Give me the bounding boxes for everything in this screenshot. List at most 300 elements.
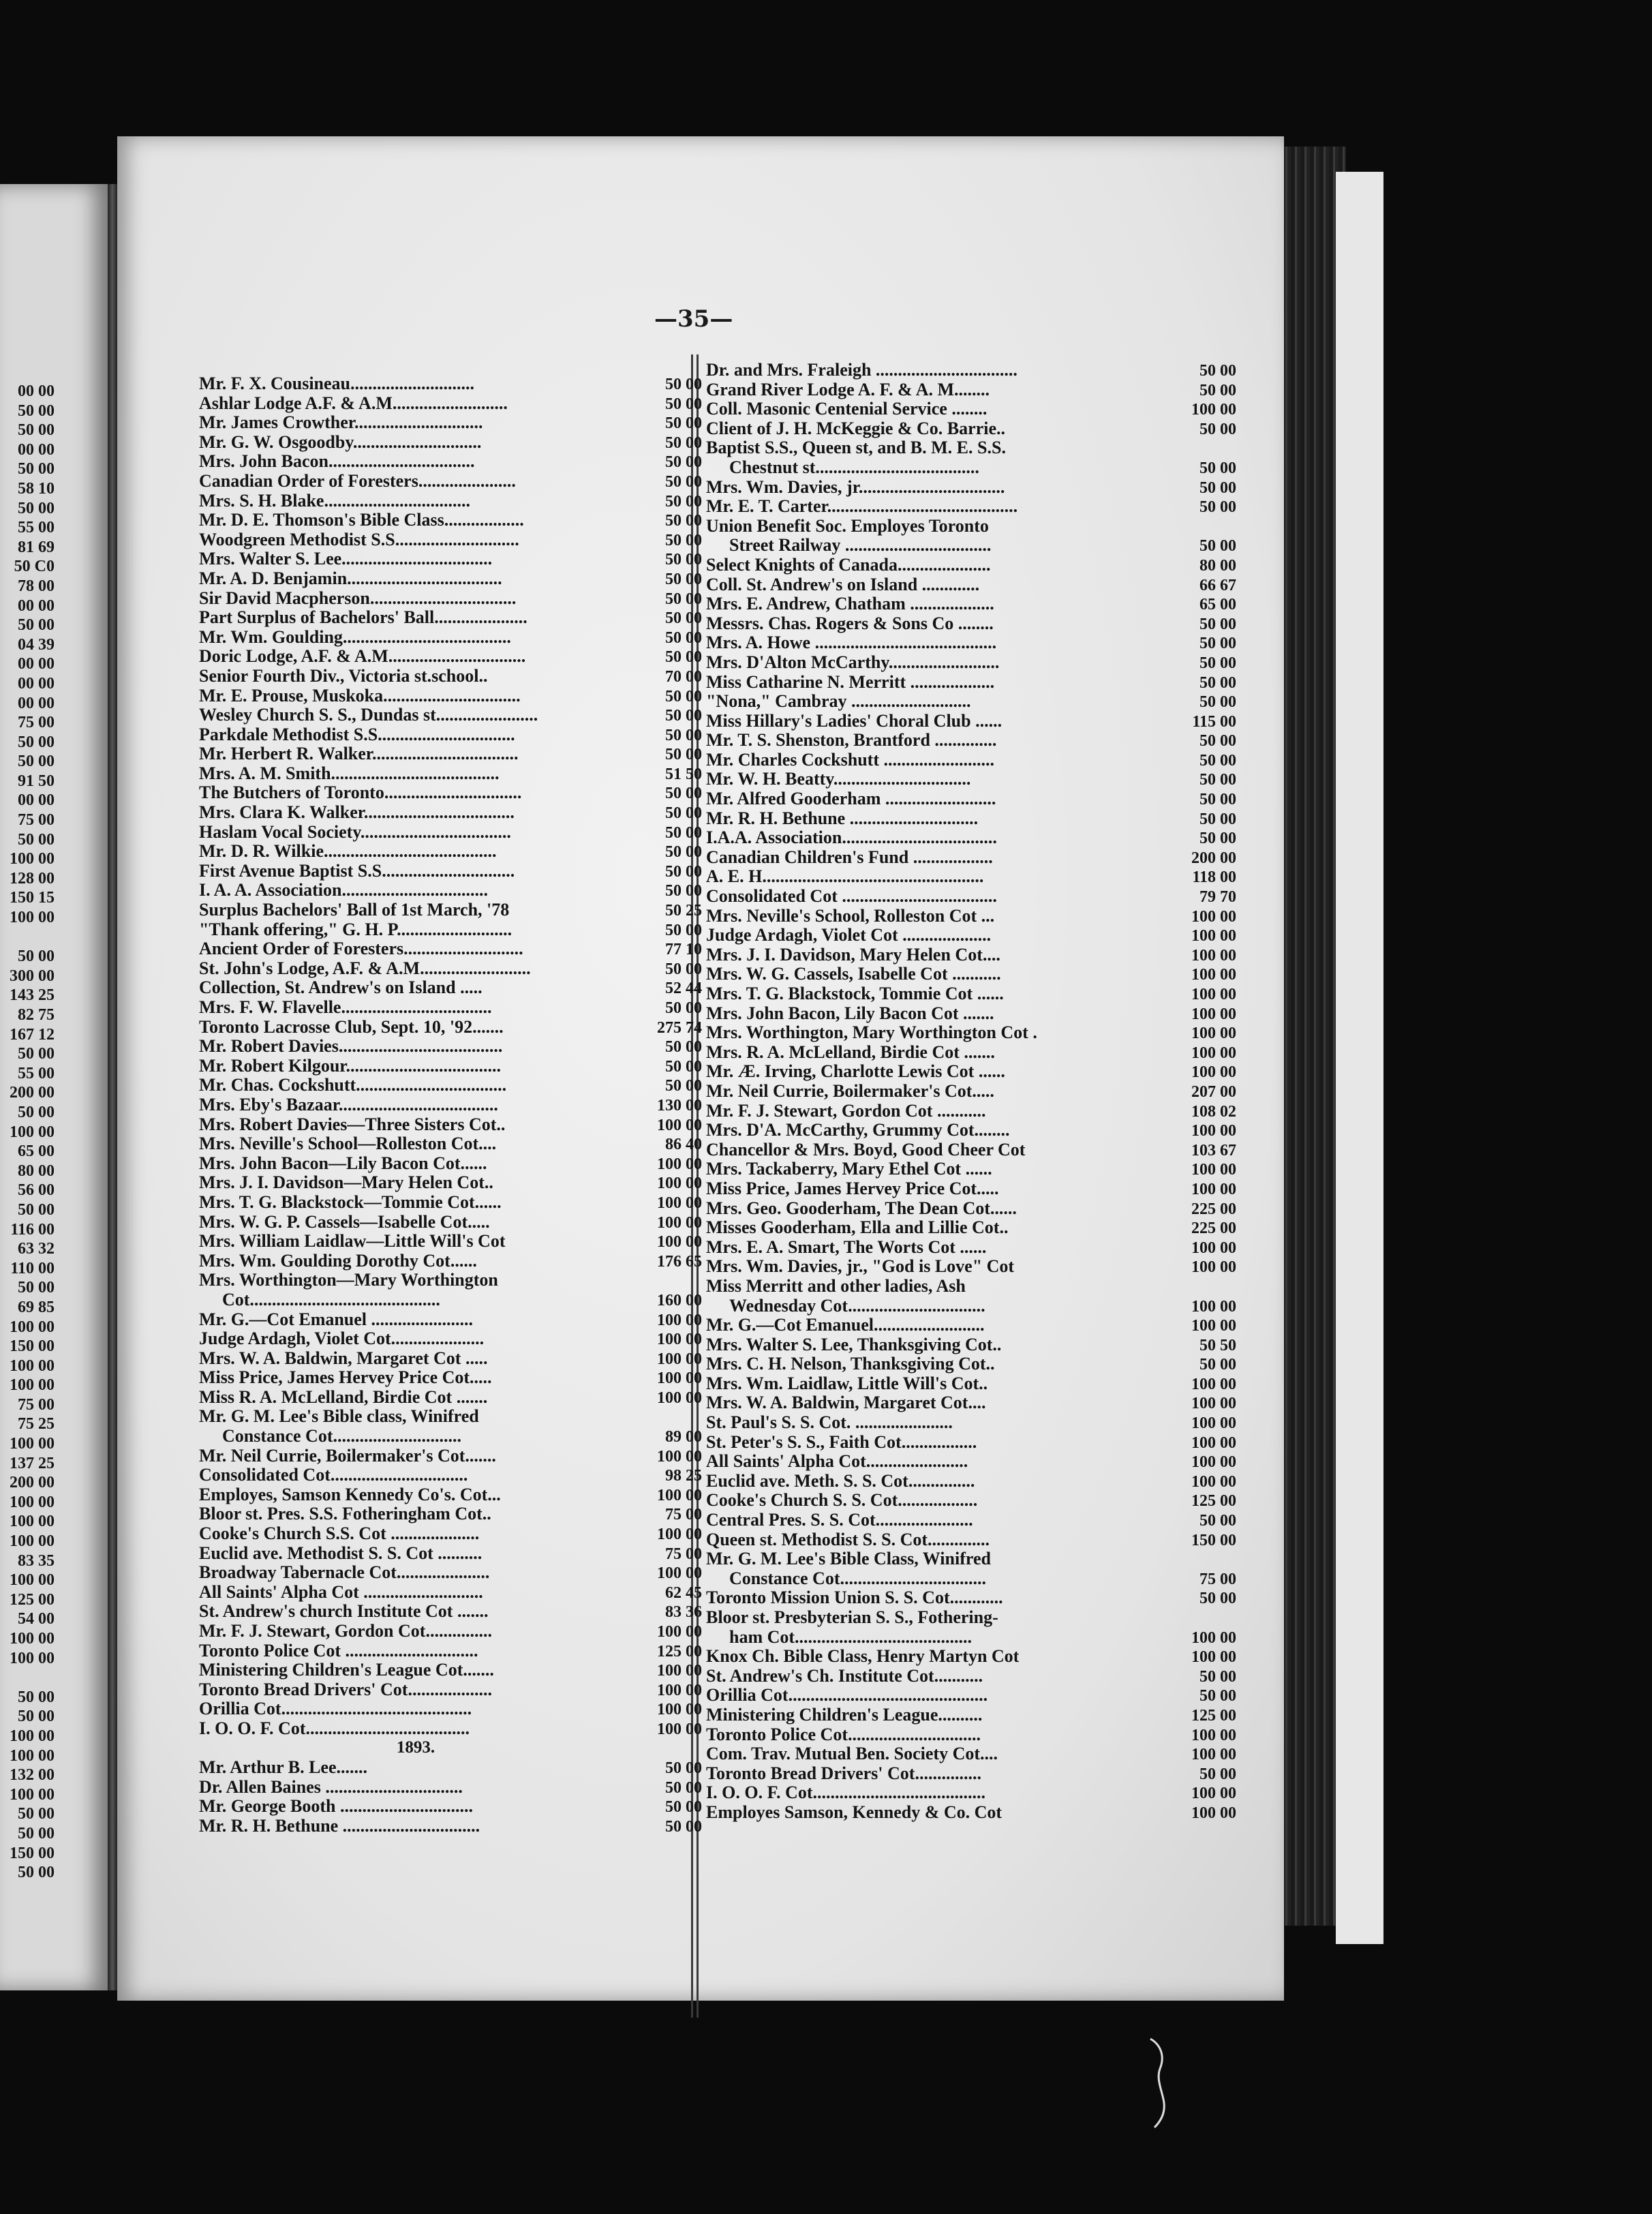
donation-entry: [199, 1036, 702, 1056]
left-page-amount: 100 00: [10, 1746, 55, 1765]
left-page-amount: 00 00: [18, 791, 55, 810]
donor-name: ham Cot........................................: [729, 1626, 973, 1647]
donor-name: "Thank offering," G. H. P..........................: [199, 919, 513, 939]
donation-entry: [706, 711, 1236, 731]
donor-name: Ministering Children's League Cot.......: [199, 1660, 494, 1680]
donation-amount: 70 00: [665, 667, 702, 686]
donor-name: Mr. E. Prouse, Muskoka...............................: [199, 685, 521, 706]
donation-entry: [199, 997, 702, 1017]
donation-amount: 50 00: [665, 1077, 702, 1095]
donation-entry: [199, 744, 702, 763]
donor-name: Miss Hillary's Ladies' Choral Club ......: [706, 710, 1003, 731]
left-page-amount: 82 75: [18, 1006, 55, 1024]
left-page-amount: 54 00: [18, 1610, 55, 1628]
donation-amount: 50 00: [665, 1798, 702, 1817]
donation-entry: [706, 1802, 1236, 1822]
left-page-amount: 56 00: [18, 1181, 55, 1200]
left-page-amount: 100 00: [10, 850, 55, 868]
donation-amount: 75 00: [1199, 1570, 1236, 1588]
donation-entry: [199, 1504, 702, 1523]
donation-entry: [199, 802, 702, 822]
donation-amount: 100 00: [657, 1662, 702, 1680]
left-page-amount: 300 00: [10, 967, 55, 985]
donor-name: Mr. W. H. Beatty...............................: [706, 769, 971, 789]
donor-name: Mrs. E. A. Smart, The Worts Cot ......: [706, 1237, 987, 1257]
left-page-amount: 50 00: [18, 1103, 55, 1121]
donation-amount: 100 00: [657, 1331, 702, 1349]
donation-amount: 100 00: [657, 1720, 702, 1738]
left-page-amount: 150 00: [10, 1844, 55, 1862]
donation-entry: [706, 730, 1236, 750]
donation-amount: 50 00: [665, 1817, 702, 1836]
donor-name: St. Paul's S. S. Cot. ......................: [706, 1412, 953, 1433]
donation-amount: 100 00: [657, 1623, 702, 1641]
left-page-amount: 50 C0: [14, 558, 55, 576]
donation-entry: [706, 1101, 1236, 1121]
donation-entry: [706, 1549, 1236, 1568]
donation-amount: 100 00: [1191, 1375, 1236, 1393]
donation-amount: 50 00: [665, 804, 702, 823]
donor-name: Euclid ave. Methodist S. S. Cot ..........: [199, 1543, 483, 1563]
donor-name: Mrs. F. W. Flavelle..................................: [199, 997, 492, 1017]
donation-entry: [706, 399, 1236, 419]
donation-entry: [706, 847, 1236, 867]
donation-entry: [199, 1582, 702, 1602]
left-page-amount: 125 00: [10, 1590, 55, 1609]
donation-entry: [706, 1256, 1236, 1276]
donation-entry: [706, 1568, 1236, 1588]
donation-entry: [199, 1465, 702, 1485]
donation-entry: [706, 594, 1236, 613]
donor-name: Mrs. D'Alton McCarthy.........................: [706, 652, 1000, 672]
donation-amount: 50 00: [1199, 1590, 1236, 1608]
donation-amount: 50 00: [665, 590, 702, 608]
left-page-amount: 75 00: [18, 1395, 55, 1414]
donation-amount: 100 00: [1191, 1434, 1236, 1452]
donor-name: St. Andrew's Ch. Institute Cot...........: [706, 1665, 983, 1686]
donation-entry: [199, 1192, 702, 1212]
donor-name: Mrs. J. I. Davidson, Mary Helen Cot....: [706, 944, 1000, 965]
donor-name: St. Andrew's church Institute Cot .......: [199, 1601, 489, 1622]
donation-entry: [199, 1251, 702, 1271]
donation-amount: 100 00: [1191, 1726, 1236, 1744]
donation-entry: [199, 1641, 702, 1660]
donation-amount: 100 00: [657, 1233, 702, 1252]
donation-entry: [706, 1374, 1236, 1393]
donor-name: Mrs. C. H. Nelson, Thanksgiving Cot..: [706, 1354, 995, 1374]
donation-amount: 100 00: [1191, 946, 1236, 965]
donor-name: Mrs. E. Andrew, Chatham ...................: [706, 594, 994, 614]
donation-entry: [706, 1725, 1236, 1744]
donor-name: Mr. G. M. Lee's Bible class, Winifred: [199, 1406, 479, 1427]
donation-entry: [706, 1276, 1236, 1296]
donation-amount: 50 00: [1199, 1765, 1236, 1783]
donor-name: Mrs. R. A. McLelland, Birdie Cot .......: [706, 1042, 995, 1062]
donor-name: Central Pres. S. S. Cot......................: [706, 1510, 973, 1530]
donation-amount: 50 00: [1199, 732, 1236, 750]
donor-name: Mr. G. W. Osgoodby.............................: [199, 431, 482, 452]
donor-name: Cooke's Church S. S. Cot..................: [706, 1490, 978, 1511]
donation-entry: [199, 1231, 702, 1251]
donation-amount: 100 00: [1191, 986, 1236, 1003]
left-page-amount: 63 32: [18, 1240, 55, 1258]
donation-amount: 50 00: [1199, 693, 1236, 712]
donation-amount: 50 00: [1199, 381, 1236, 399]
donor-name: Wesley Church S. S., Dundas st.......................: [199, 705, 538, 725]
donor-name: Toronto Lacrosse Club, Sept. 10, '92.......: [199, 1016, 504, 1037]
left-page-amount: 100 00: [10, 1513, 55, 1531]
donor-name: Judge Ardagh, Violet Cot ....................: [706, 925, 992, 945]
donation-amount: 100 00: [1191, 1395, 1236, 1413]
donation-entry: [706, 438, 1236, 457]
donation-entry: [199, 783, 702, 802]
left-page-amount: 50 00: [18, 401, 55, 420]
donor-name: Canadian Order of Foresters......................: [199, 470, 516, 491]
donor-name: Mrs. Wm. Davies, jr.................................: [706, 476, 1005, 497]
donor-name: Collection, St. Andrew's on Island .....: [199, 977, 483, 998]
donation-entry: [199, 530, 702, 549]
donation-amount: 100 00: [1191, 1258, 1236, 1277]
donation-entry: [199, 1329, 702, 1348]
left-page-amount: 200 00: [10, 1084, 55, 1102]
left-page-amount: 81 69: [18, 538, 55, 556]
donor-name: Mrs. Geo. Gooderham, The Dean Cot......: [706, 1198, 1017, 1218]
left-page-amount: 100 00: [10, 1376, 55, 1395]
donor-name: Toronto Bread Drivers' Cot...............: [706, 1763, 981, 1783]
donation-entry: [706, 1666, 1236, 1686]
donor-name: Mr. E. T. Carter...........................................: [706, 496, 1018, 517]
donation-amount: 108 02: [1191, 1102, 1236, 1121]
left-page-amount: 65 00: [18, 1142, 55, 1161]
donation-entry: [706, 1120, 1236, 1140]
left-page-amount: 69 85: [18, 1298, 55, 1316]
donation-entry: [706, 1217, 1236, 1237]
donation-amount: 100 00: [657, 1486, 702, 1504]
donation-amount: 100 00: [1191, 1044, 1236, 1062]
donation-amount: 50 00: [1199, 1667, 1236, 1686]
left-page-amount: 100 00: [10, 1123, 55, 1141]
donor-name: Mrs. D'A. McCarthy, Grummy Cot........: [706, 1120, 1010, 1140]
donor-name: Orillia Cot...........................................: [199, 1699, 472, 1719]
donation-amount: 100 00: [1191, 927, 1236, 945]
donor-name: Toronto Police Cot..............................: [706, 1724, 981, 1744]
donation-entry: [706, 1646, 1236, 1666]
donor-list-left: [199, 374, 702, 1836]
donor-name: Senior Fourth Div., Victoria st.school..: [199, 665, 488, 686]
donation-entry: [199, 705, 702, 725]
donation-amount: 125 00: [1191, 1492, 1236, 1511]
donation-amount: 115 00: [1192, 712, 1236, 731]
donation-entry: [199, 646, 702, 666]
donation-amount: 50 00: [1199, 673, 1236, 692]
donation-amount: 50 00: [1199, 751, 1236, 770]
donation-amount: 50 00: [665, 395, 702, 413]
left-page-amount: 50 00: [18, 1708, 55, 1726]
donation-amount: 80 00: [1199, 556, 1236, 575]
donation-amount: 176 65: [657, 1252, 702, 1271]
left-page-amount: 100 00: [10, 1727, 55, 1745]
donor-name: Toronto Mission Union S. S. Cot............: [706, 1588, 1003, 1608]
donation-entry: [706, 945, 1236, 965]
donor-name: Mrs. Wm. Laidlaw, Little Will's Cot..: [706, 1373, 988, 1393]
donation-amount: 98 25: [665, 1467, 702, 1485]
donation-amount: 75 00: [665, 1545, 702, 1563]
donation-entry: [706, 672, 1236, 692]
donation-entry: [199, 471, 702, 491]
donation-entry: [199, 1270, 702, 1290]
left-page-amount: 55 00: [18, 519, 55, 537]
donation-entry: [706, 1607, 1236, 1627]
donation-amount: 100 00: [657, 1311, 702, 1329]
donor-name: Mr. Herbert R. Walker.................................: [199, 744, 519, 764]
donation-amount: 50 00: [665, 862, 702, 881]
donation-entry: [706, 1588, 1236, 1607]
donation-amount: 160 00: [657, 1291, 702, 1309]
donor-name: Mr. Robert Kilgour...................................: [199, 1055, 501, 1076]
donation-entry: [706, 789, 1236, 808]
donation-entry: [199, 1816, 702, 1836]
donor-name: Street Railway .................................: [729, 535, 992, 556]
donor-name: Toronto Police Cot ..............................: [199, 1640, 478, 1660]
donor-name: Knox Ch. Bible Class, Henry Martyn Cot: [706, 1646, 1020, 1667]
donation-amount: 65 00: [1199, 596, 1236, 614]
donation-amount: 100 00: [657, 1174, 702, 1193]
donation-amount: 100 00: [657, 1155, 702, 1173]
donation-amount: 50 00: [1199, 615, 1236, 633]
donation-amount: 50 00: [665, 687, 702, 706]
donor-name: Mr. Wm. Goulding......................................: [199, 626, 511, 647]
donation-entry: [199, 1680, 702, 1699]
donor-name: Mr. George Booth ..............................: [199, 1796, 473, 1817]
donation-amount: 50 00: [665, 434, 702, 452]
donor-name: Mr. G.—Cot Emanuel .......................: [199, 1309, 474, 1329]
donation-entry: [706, 750, 1236, 770]
left-page-amount: 110 00: [10, 1259, 55, 1277]
donation-entry: [199, 627, 702, 647]
donor-name: Chestnut st.....................................: [729, 457, 979, 477]
book-spine: [108, 184, 117, 1990]
donation-entry: [706, 1335, 1236, 1354]
donation-entry: [199, 1075, 702, 1095]
donation-entry: [706, 380, 1236, 399]
donation-amount: 51 50: [665, 765, 702, 783]
donation-entry: [706, 496, 1236, 516]
donation-amount: 103 67: [1191, 1141, 1236, 1159]
left-page-amount: [0, 1668, 55, 1688]
donation-entry: [199, 1172, 702, 1192]
donor-name: Wednesday Cot...............................: [729, 1295, 985, 1316]
donation-amount: 100 00: [657, 1526, 702, 1544]
donation-entry: [706, 1393, 1236, 1412]
donation-entry: [706, 1432, 1236, 1452]
donation-entry: [199, 1406, 702, 1426]
donation-amount: 50 00: [665, 921, 702, 939]
donation-amount: 50 00: [1199, 791, 1236, 809]
left-page-amount: 50 00: [18, 1824, 55, 1843]
donor-name: Consolidated Cot ...................................: [706, 886, 997, 907]
donor-name: St. Peter's S. S., Faith Cot.................: [706, 1431, 977, 1452]
donation-amount: 50 00: [665, 823, 702, 842]
donation-amount: 50 00: [1199, 1687, 1236, 1705]
left-page-amount: 00 00: [18, 674, 55, 693]
donor-name: Mrs. John Bacon—Lily Bacon Cot......: [199, 1153, 487, 1173]
donation-entry: [706, 1510, 1236, 1530]
donation-amount: 50 00: [665, 785, 702, 803]
donation-entry: [706, 1490, 1236, 1510]
donation-entry: [706, 1627, 1236, 1647]
donor-name: Mrs. T. G. Blackstock—Tommie Cot......: [199, 1192, 502, 1212]
donor-list-right: [706, 360, 1236, 1822]
donation-amount: 100 00: [1191, 1414, 1236, 1433]
donation-amount: 100 00: [1191, 1472, 1236, 1491]
donation-entry: [706, 1081, 1236, 1101]
left-page-amount: 04 39: [18, 635, 55, 654]
donor-name: Toronto Bread Drivers' Cot...................: [199, 1679, 492, 1699]
donation-amount: 50 00: [1199, 771, 1236, 789]
left-page-amount: 100 00: [10, 1649, 55, 1667]
donation-amount: 79 70: [1199, 888, 1236, 907]
donation-entry: [706, 828, 1236, 847]
left-page-amount: 100 00: [10, 1493, 55, 1511]
donation-entry: [706, 1354, 1236, 1374]
donation-amount: 50 00: [665, 648, 702, 667]
donor-name: Mrs. S. H. Blake.................................: [199, 490, 470, 511]
donation-entry: [706, 1003, 1236, 1023]
left-page-amount: 00 00: [18, 694, 55, 712]
donation-entry: [199, 1601, 702, 1621]
left-page-fragment: [0, 184, 108, 1990]
donor-name: Mr. Neil Currie, Boilermaker's Cot.....: [706, 1080, 994, 1101]
donation-entry: [706, 1179, 1236, 1198]
donor-name: Mrs. Wm. Davies, jr., "God is Love" Cot: [706, 1256, 1015, 1277]
donation-entry: [199, 412, 702, 432]
donation-amount: 50 00: [665, 726, 702, 744]
donation-amount: 50 00: [665, 882, 702, 900]
donor-name: Mr. Alfred Gooderham .........................: [706, 789, 996, 809]
donor-name: Grand River Lodge A. F. & A. M........: [706, 379, 990, 399]
donor-name: Mr. G. M. Lee's Bible Class, Winifred: [706, 1549, 991, 1569]
donor-name: Canadian Children's Fund ..................: [706, 847, 993, 867]
left-page-amounts: [0, 382, 55, 1883]
donation-entry: [706, 1061, 1236, 1081]
donor-name: Queen st. Methodist S. S. Cot..............: [706, 1529, 990, 1549]
donor-name: Miss Price, James Hervey Price Cot.....: [706, 1178, 999, 1198]
donation-entry: [199, 1699, 702, 1718]
left-page-amount: 75 00: [18, 811, 55, 830]
donation-entry: [706, 691, 1236, 711]
donation-entry: [199, 1290, 702, 1309]
donor-name: Bloor st. Pres. S.S. Fotheringham Cot..: [199, 1504, 491, 1524]
donor-name: Mr. D. R. Wilkie.......................................: [199, 841, 497, 862]
donation-amount: 50 00: [1199, 1512, 1236, 1530]
donation-amount: 50 50: [1199, 1336, 1236, 1354]
donation-entry: [199, 393, 702, 413]
donation-amount: 100 00: [1191, 1025, 1236, 1043]
donor-name: Coll. Masonic Centenial Service ........: [706, 399, 988, 419]
donation-amount: 100 00: [1191, 1746, 1236, 1764]
donation-entry: [199, 686, 702, 706]
donation-entry: [199, 1543, 702, 1563]
donation-amount: 50 00: [1199, 635, 1236, 653]
donation-entry: [199, 920, 702, 939]
donation-entry: [199, 1523, 702, 1543]
donor-name: Broadway Tabernacle Cot.....................: [199, 1562, 490, 1583]
left-page-amount: 75 00: [18, 714, 55, 732]
left-page-amount: 137 25: [10, 1454, 55, 1472]
donation-entry: [706, 1237, 1236, 1257]
donor-name: I.A.A. Association...................................: [706, 828, 997, 848]
donor-name: Part Surplus of Bachelors' Ball.....................: [199, 607, 527, 628]
donation-amount: 50 00: [665, 999, 702, 1017]
donor-name: Coll. St. Andrew's on Island .............: [706, 574, 980, 594]
donor-name: Sir David Macpherson.................................: [199, 588, 517, 608]
left-page-amount: 100 00: [10, 1532, 55, 1551]
donor-name: Misses Gooderham, Ella and Lillie Cot..: [706, 1217, 1009, 1238]
donation-entry: [706, 1763, 1236, 1783]
donation-entry: [706, 984, 1236, 1003]
left-page-amount: 50 00: [18, 1688, 55, 1706]
donation-amount: 50 00: [665, 570, 702, 588]
donation-amount: 50 25: [665, 902, 702, 920]
donation-amount: 50 00: [1199, 537, 1236, 556]
donation-amount: 100 00: [657, 1350, 702, 1368]
left-page-amount: 78 00: [18, 577, 55, 595]
donor-name: Woodgreen Methodist S.S............................: [199, 529, 519, 549]
donation-entry: [199, 1446, 702, 1466]
left-page-amount: 50 00: [18, 1805, 55, 1823]
donation-entry: [199, 1348, 702, 1368]
donation-amount: 89 00: [665, 1428, 702, 1446]
left-page-amount: 50 00: [18, 830, 55, 849]
left-page-amount: 100 00: [10, 1435, 55, 1453]
donor-name: Mrs. Walter S. Lee..................................: [199, 549, 493, 569]
donation-entry: [199, 1621, 702, 1641]
left-page-amount: 00 00: [18, 382, 55, 400]
donation-entry: [706, 555, 1236, 575]
donor-name: Mrs. Clara K. Walker..................................: [199, 802, 515, 823]
left-page-amount: 00 00: [18, 596, 55, 615]
donor-name: Select Knights of Canada.....................: [706, 554, 991, 575]
left-page-amount: 50 00: [18, 421, 55, 440]
donor-name: Mrs. W. G. Cassels, Isabelle Cot ...........: [706, 964, 1001, 984]
donation-amount: 100 00: [1191, 1005, 1236, 1023]
donation-entry: [199, 1796, 702, 1816]
donation-amount: 100 00: [1191, 1122, 1236, 1140]
donation-entry: [199, 977, 702, 997]
donation-entry: [706, 1159, 1236, 1179]
donation-amount: 50 00: [1199, 830, 1236, 848]
donor-name: Employes Samson, Kennedy & Co. Cot: [706, 1802, 1003, 1822]
donor-name: Mr. Robert Davies.....................................: [199, 1036, 503, 1057]
donor-name: Constance Cot.................................: [729, 1568, 986, 1588]
left-page-amount: 128 00: [10, 869, 55, 888]
donation-amount: 207 00: [1191, 1082, 1236, 1101]
donation-entry: [199, 880, 702, 900]
donor-name: Mr. R. H. Bethune ...............................: [199, 1815, 480, 1836]
donation-amount: 83 36: [665, 1603, 702, 1622]
donation-entry: [706, 419, 1236, 438]
donation-amount: 50 00: [665, 628, 702, 647]
donor-name: St. John's Lodge, A.F. & A.M.........................: [199, 958, 531, 978]
donation-amount: 50 00: [665, 609, 702, 628]
donor-name: Mr. James Crowther.............................: [199, 412, 483, 433]
donor-name: All Saints' Alpha Cot ...........................: [199, 1581, 483, 1602]
donation-amount: 150 00: [1191, 1531, 1236, 1549]
donation-entry: [199, 725, 702, 744]
year-heading: [199, 1738, 702, 1758]
donor-name: Mrs. Tackaberry, Mary Ethel Cot ......: [706, 1159, 992, 1179]
donation-entry: [706, 1471, 1236, 1491]
